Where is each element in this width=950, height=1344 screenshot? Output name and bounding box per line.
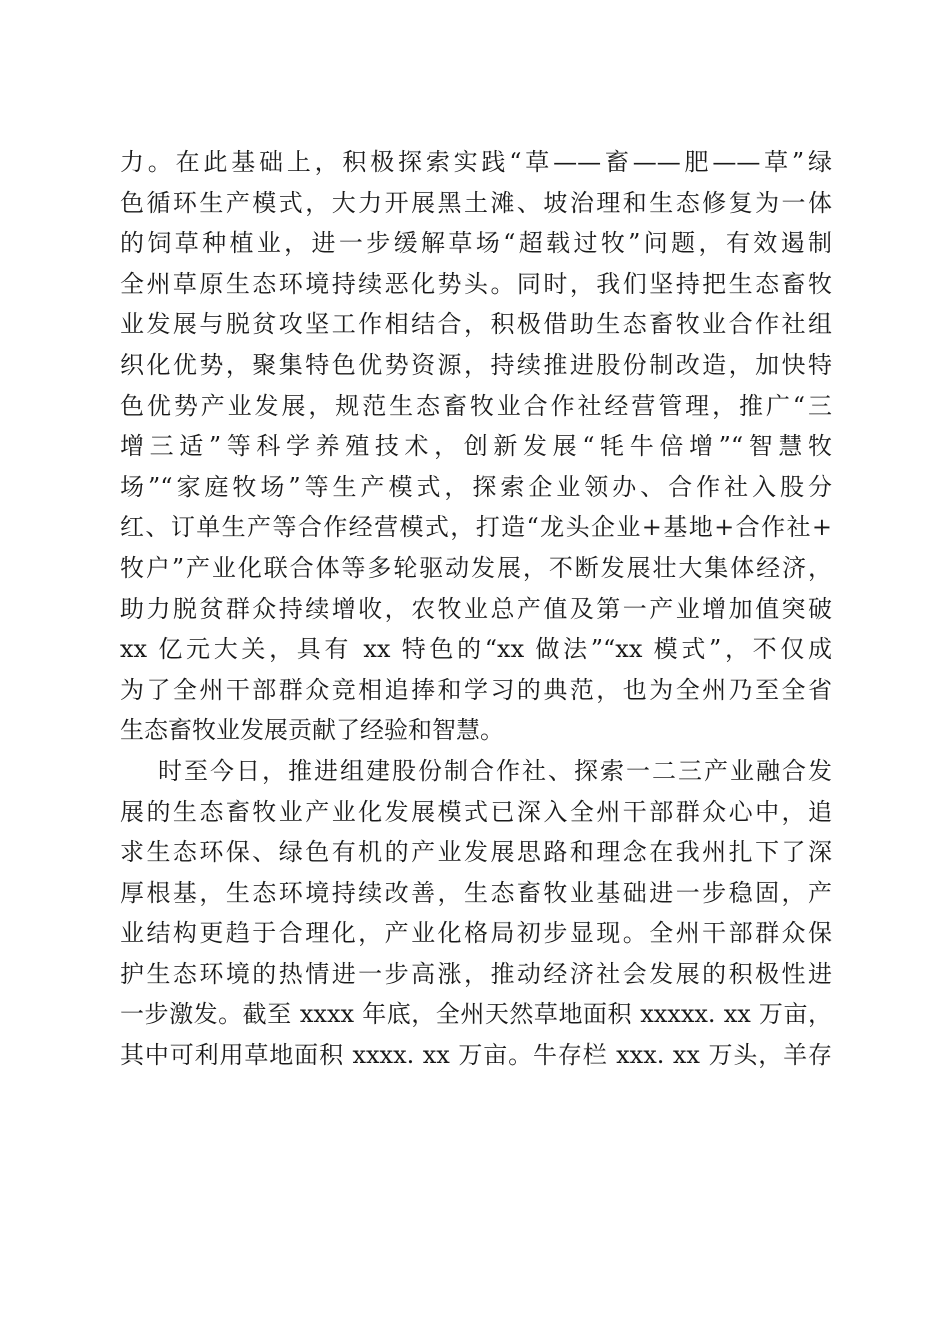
paragraph-line: 为了全州干部群众竞相追捧和学习的典范，也为全州乃至全省 bbox=[120, 675, 832, 704]
paragraph-line: 业发展与脱贫攻坚工作相结合，积极借助生态畜牧业合作社组 bbox=[120, 310, 832, 339]
paragraph-line: 场”“家庭牧场”等生产模式，探索企业领办、合作社入股分 bbox=[120, 472, 832, 501]
paragraph-1 bbox=[120, 142, 832, 751]
paragraph-line: 色优势产业发展，规范生态畜牧业合作社经营管理，推广“三 bbox=[120, 391, 832, 420]
paragraph-line: 织化优势，聚集特色优势资源，持续推进股份制改造，加快特 bbox=[120, 350, 832, 379]
paragraph-line: 护生态环境的热情进一步高涨，推动经济社会发展的积极性进 bbox=[120, 959, 832, 988]
paragraph-line: 业结构更趋于合理化，产业化格局初步显现。全州干部群众保 bbox=[120, 919, 832, 948]
paragraph-line: 全州草原生态环境持续恶化势头。同时，我们坚持把生态畜牧 bbox=[120, 269, 832, 298]
paragraph-line: 色循环生产模式，大力开展黑土滩、坡治理和生态修复为一体 bbox=[120, 188, 832, 217]
paragraph-line: 求生态环保、绿色有机的产业发展思路和理念在我州扎下了深 bbox=[120, 838, 832, 867]
paragraph-2 bbox=[120, 751, 832, 1076]
paragraph-line: 红、订单生产等合作经营模式，打造“龙头企业+基地+合作社+ bbox=[120, 513, 832, 542]
paragraph-line: 的饲草种植业，进一步缓解草场“超载过牧”问题，有效遏制 bbox=[120, 229, 832, 258]
paragraph-line: 生态畜牧业发展贡献了经验和智慧。 bbox=[120, 716, 504, 745]
paragraph-line: 一步激发。截至 xxxx 年底，全州天然草地面积 xxxxx. xx 万亩， bbox=[120, 1000, 832, 1029]
paragraph-line: 其中可利用草地面积 xxxx. xx 万亩。牛存栏 xxx. xx 万头，羊存 bbox=[120, 1041, 832, 1070]
paragraph-line: xx 亿元大关，具有 xx 特色的“xx 做法”“xx 模式”，不仅成 bbox=[120, 635, 832, 664]
paragraph-line: 牧户”产业化联合体等多轮驱动发展，不断发展壮大集体经济， bbox=[120, 553, 832, 582]
paragraph-line: 增三适”等科学养殖技术，创新发展“牦牛倍增”“智慧牧 bbox=[120, 432, 832, 461]
body-text bbox=[120, 142, 832, 1076]
paragraph-line: 力。在此基础上，积极探索实践“草——畜——肥——草”绿 bbox=[120, 148, 832, 176]
paragraph-line: 展的生态畜牧业产业化发展模式已深入全州干部群众心中，追 bbox=[120, 797, 832, 826]
paragraph-line: 助力脱贫群众持续增收，农牧业总产值及第一产业增加值突破 bbox=[120, 594, 832, 623]
paragraph-line: 厚根基，生态环境持续改善，生态畜牧业基础进一步稳固，产 bbox=[120, 878, 832, 907]
paragraph-line: 时至今日，推进组建股份制合作社、探索一二三产业融合发 bbox=[158, 756, 832, 785]
